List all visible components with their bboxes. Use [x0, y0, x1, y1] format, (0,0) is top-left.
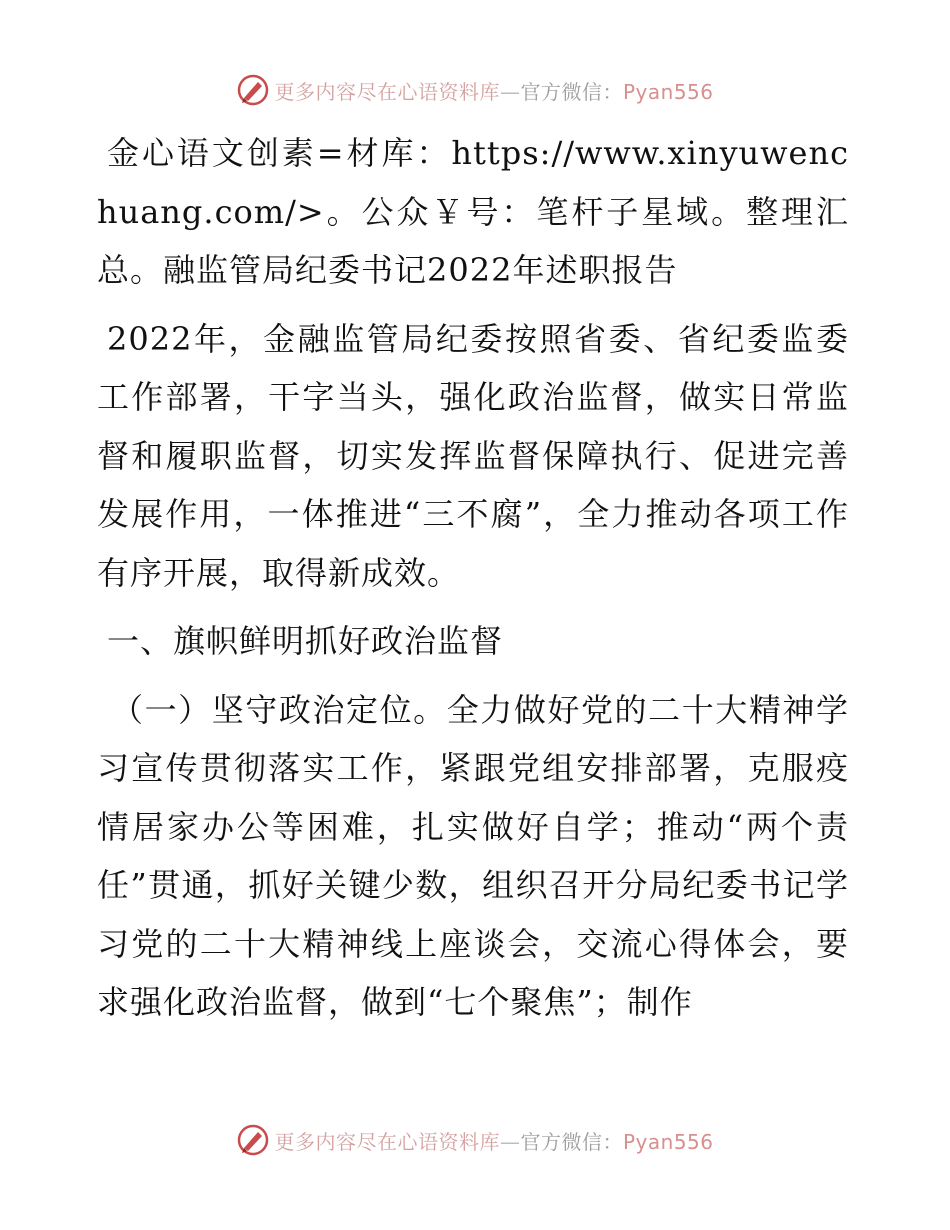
footer-watermark — [0, 1120, 950, 1160]
watermark-text — [274, 1126, 713, 1155]
watermark-wechat-label: 官方微信： — [520, 79, 623, 104]
watermark-wechat-id: Pyan556 — [622, 79, 714, 104]
paragraph-gap — [97, 602, 849, 612]
watermark-wechat-label: 官方微信： — [520, 1129, 623, 1154]
paragraph-gap — [97, 300, 849, 310]
watermark-separator: — — [499, 1129, 521, 1154]
watermark-text — [274, 76, 713, 105]
intro-paragraph: 金心语文创素=材库：https://www.xinyuwenchuang.com/>。公众￥号：笔杆子星域。整理汇总。融监管局纪委书记2022年述职报告 — [97, 134, 849, 289]
summary-paragraph: 2022年，金融监管局纪委按照省委、省纪委监委工作部署，干字当头，强化政治监督，做实日常监督和履职监督，切实发挥监督保障执行、促进完善发展作用，一体推进“三不腐”，全力推动各项工作有序开展，取得新成效。 — [97, 319, 849, 592]
pen-logo-icon — [236, 73, 270, 107]
pen-logo-icon — [236, 1123, 270, 1157]
document-body — [97, 124, 849, 1032]
paragraph-gap — [97, 671, 849, 681]
watermark-main-text: 更多内容尽在心语资料库 — [274, 1129, 500, 1154]
section-heading: 一、旗帜鲜明抓好政治监督 — [107, 622, 504, 660]
watermark-wechat-id: Pyan556 — [622, 1129, 714, 1154]
watermark-main-text: 更多内容尽在心语资料库 — [274, 79, 500, 104]
body-paragraph: （一）坚守政治定位。全力做好党的二十大精神学习宣传贯彻落实工作，紧跟党组安排部署，克服疫情居家办公等困难，扎实做好自学；推动“两个责任”贯通，抓好关键少数，组织召开分局纪委书记学习党的二十大精神线上座谈会，交流心得体会，要求强化政治监督，做到“七个聚焦”；制作 — [97, 690, 849, 1021]
header-watermark — [0, 70, 950, 110]
watermark-separator: — — [499, 79, 521, 104]
